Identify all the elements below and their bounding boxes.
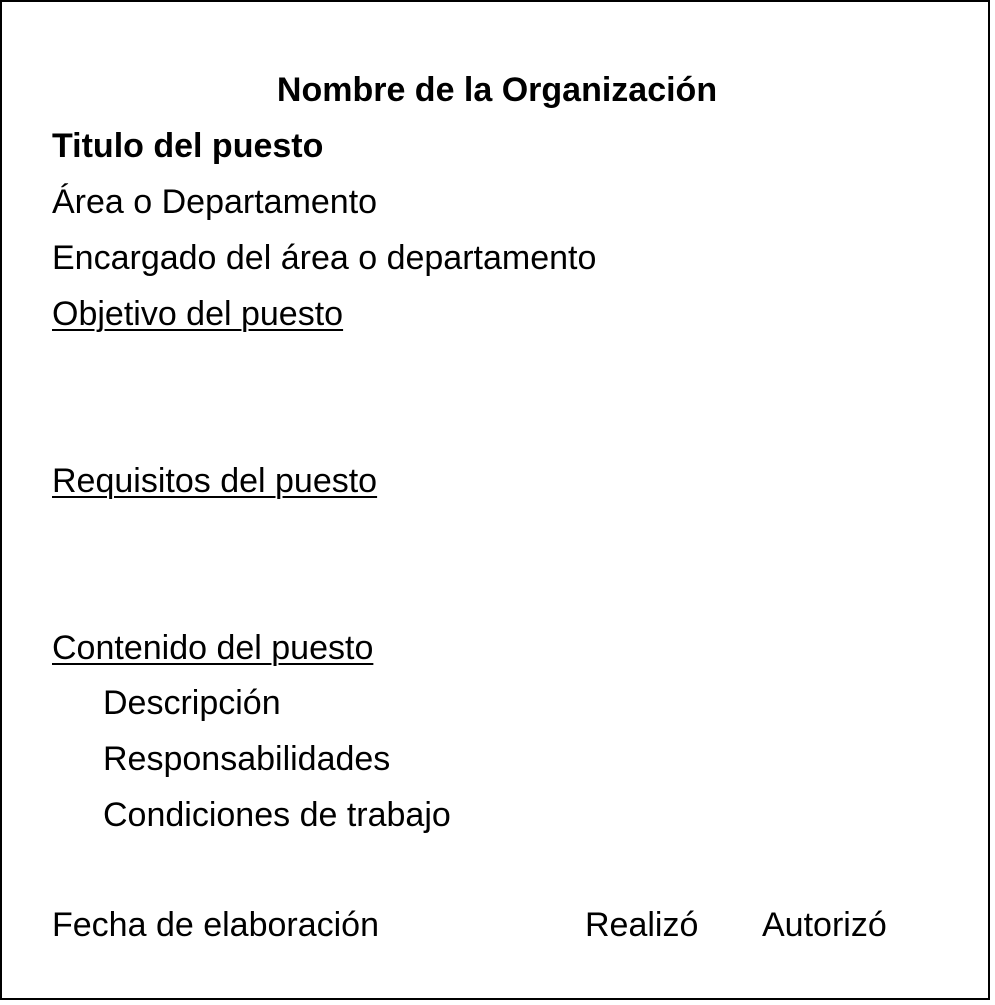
content-item-work-conditions: Condiciones de trabajo: [103, 796, 451, 834]
content-item-responsibilities: Responsabilidades: [103, 740, 391, 778]
job-title: Titulo del puesto: [52, 127, 324, 165]
objective-heading: Objetivo del puesto: [52, 295, 344, 333]
content-item-description: Descripción: [103, 684, 281, 722]
content-heading: Contenido del puesto: [52, 629, 374, 667]
area-manager: Encargado del área o departamento: [52, 239, 597, 277]
requirements-heading: Requisitos del puesto: [52, 462, 378, 500]
footer-authorized-label: Autorizó: [762, 906, 887, 944]
organization-name: Nombre de la Organización: [276, 71, 718, 109]
footer-date-label: Fecha de elaboración: [52, 906, 380, 944]
area-department: Área o Departamento: [52, 183, 378, 221]
footer-made-by-label: Realizó: [585, 906, 699, 944]
